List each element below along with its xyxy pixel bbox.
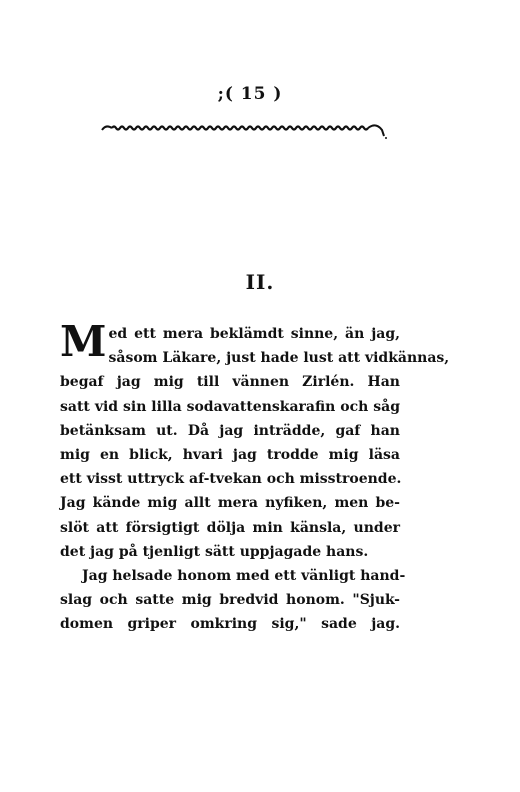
text-line: det jag på tjenligt sätt uppjagade hans. bbox=[60, 543, 369, 560]
ornamental-rule bbox=[100, 118, 390, 140]
text-line: mig en blick, hvari jag trodde mig läsa bbox=[60, 446, 400, 463]
text-line: ed ett mera beklämdt sinne, än jag, bbox=[108, 326, 400, 342]
text-line: Jag helsade honom med ett vänligt hand- bbox=[82, 567, 406, 584]
text-line: betänksam ut. Då jag inträdde, gaf han bbox=[60, 422, 400, 439]
paragraph-1 bbox=[60, 317, 450, 564]
body-text bbox=[60, 317, 450, 636]
chapter-heading: II. bbox=[245, 270, 275, 294]
text-line: satt vid sin lilla sodavattenskarafin och såg bbox=[60, 398, 400, 415]
text-line: domen griper omkring sig," sade jag. bbox=[60, 616, 400, 633]
paragraph-2 bbox=[60, 564, 406, 637]
text-line: begaf jag mig till vännen Zirlén. Han bbox=[60, 374, 400, 391]
drop-cap-initial: M bbox=[60, 317, 107, 366]
page-number: ;( 15 ) bbox=[217, 84, 283, 104]
text-line: Jag kände mig allt mera nyfiken, men be- bbox=[60, 495, 400, 512]
text-line: ett visst uttryck af-tvekan och misstroende. bbox=[60, 471, 402, 488]
text-line: slag och satte mig bredvid honom. "Sjuk- bbox=[60, 592, 400, 609]
text-line: slöt att försigtigt dölja min känsla, under bbox=[60, 519, 400, 536]
text-line: såsom Läkare, just hade lust att vidkännas, bbox=[108, 350, 450, 367]
